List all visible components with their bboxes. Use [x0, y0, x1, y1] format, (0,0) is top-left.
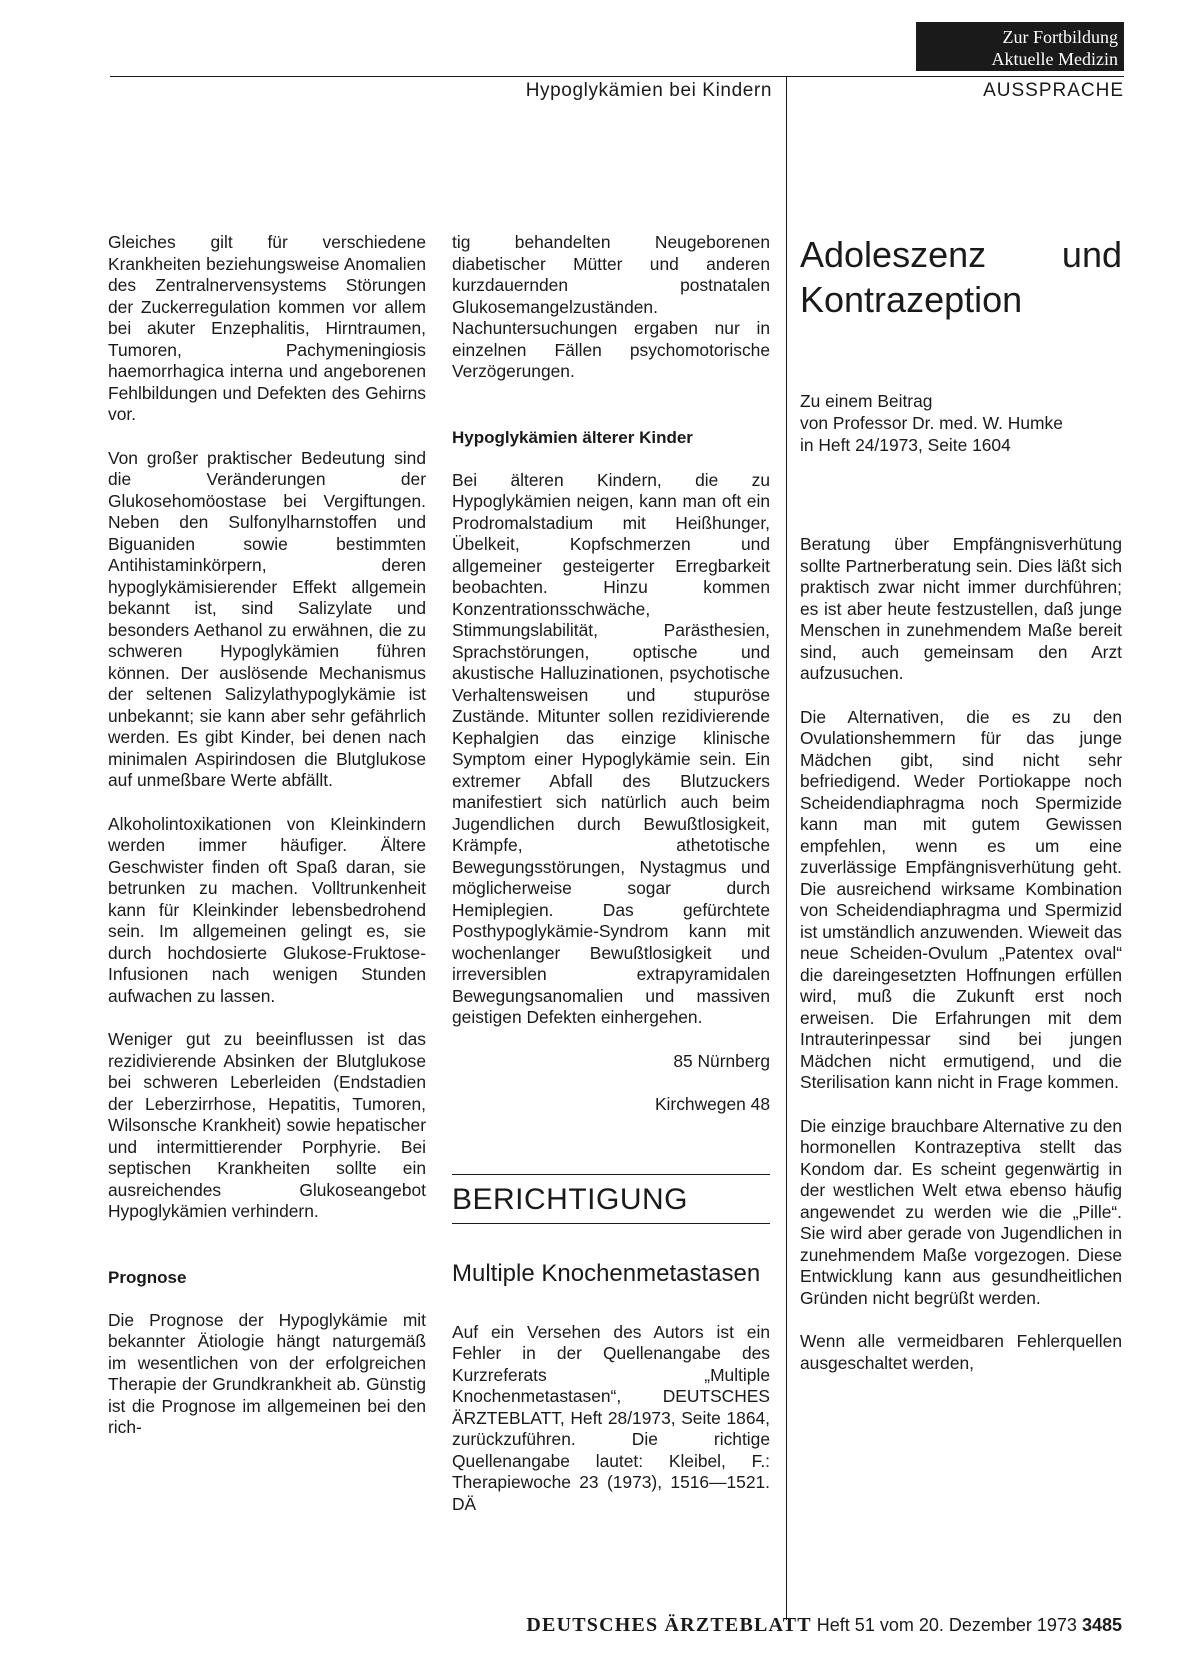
paragraph: Bei älteren Kindern, die zu Hypoglykämien neigen, kann man oft ein Prodromalstadium mit Heißhunger, Übelkeit, Kopfschmerzen und allgemeiner gesteigerter Erregbarkeit beobachten. Hinzu kommen Konzentrationsschwäche, Stimmungslabilität, Parästhesien, Sprachstörungen, optische und akustische Halluzinationen, psychotische Verhaltensweisen und stupuröse Zustände. Mitunter sollen rezidivierende Kephalgien das einzige klinische Symptom einer Hypoglykämie sein. Ein extremer Abfall des Blutzuckers manifestiert sich natürlich auch beim Jugendlichen durch Bewußtlosigkeit, Krämpfe, athetotische Bewegungsstörungen, Nystagmus und möglicherweise sogar durch Hemiplegien. Das gefürchtete Posthypoglykämie-Syndrom kann mit wochenlanger Bewußtlosigkeit und irreversiblen extrapyramidalen Bewegungsanomalien und massiven geistigen Defekten einhergehen.	[452, 469, 770, 1027]
page-footer	[450, 1614, 1122, 1637]
column-middle	[452, 232, 770, 1515]
paragraph: Weniger gut zu beeinflussen ist das rezidivierende Absinken der Blutglukose bei schweren Leberleiden (Endstadien der Leberzirrhose, Hepatitis, Tumoren, Wilsonsche Krankheit) sowie hepatischer und intermittierender Porphyrie. Bei septischen Krankheiten sollte ein ausreichendes Glukoseangebot Hypoglykämien verhindern.	[108, 1029, 426, 1221]
correction-text: Auf ein Versehen des Autors ist ein Fehler in der Quellenangabe des Kurzreferats „Multiple Knochenmetastasen“, DEUTSCHES ÄRZTEBLATT, Heft 28/1973, Seite 1864, zurückzuführen. Die richtige Quellenangabe lautet: Kleibel, F.: Therapiewoche 23 (1973), 1516—1521. DÄ	[452, 1321, 770, 1514]
reference-line-2: von Professor Dr. med. W. Humke	[800, 413, 1063, 433]
page-number: 3485	[1081, 1615, 1122, 1635]
subheading-aeltere-kinder: Hypoglykämien älterer Kinder	[452, 427, 693, 447]
header-rule	[110, 76, 1124, 77]
badge-line-1: Zur Fortbildung	[1002, 27, 1118, 47]
column-divider	[786, 76, 787, 1620]
author-address-line-2: Kirchwegen 48	[654, 1094, 770, 1114]
column-left	[108, 232, 426, 1439]
paragraph: Die Prognose der Hypoglykämie mit bekannter Ätiologie hängt naturgemäß im wesentlichen von der erfolgreichen Therapie der Grundkrankheit ab. Günstig ist die Prognose im allgemeinen bei den rich-	[108, 1309, 426, 1437]
correction-heading: BERICHTIGUNG	[452, 1182, 689, 1216]
section-label: AUSSPRACHE	[983, 80, 1124, 101]
column-right	[800, 232, 1122, 1374]
running-title: Hypoglykämien bei Kindern	[525, 80, 772, 101]
subheading-prognose: Prognose	[108, 1267, 187, 1287]
journal-name: DEUTSCHES ÄRZTEBLATT	[526, 1614, 812, 1636]
article-title: Adoleszenz und Kontrazeption	[800, 234, 1122, 320]
article-reference	[800, 390, 1122, 456]
author-address-line-1: 85 Nürnberg	[673, 1050, 770, 1071]
badge-line-2: Aktuelle Medizin	[991, 49, 1118, 69]
paragraph: tig behandelten Neugeborenen diabetischer Mütter und anderen kurzdauernden postnatalen Glukosemangelzuständen. Nachuntersuchungen ergaben nur in einzelnen Fällen psychomotorische Verzögerungen.	[452, 232, 770, 381]
paragraph: Beratung über Empfängnisverhütung sollte Partnerberatung sein. Dies läßt sich praktisch zwar nicht immer durchführen; es ist aber heute festzustellen, daß junge Menschen in zunehmendem Maße bereit sind, auch gemeinsam den Arzt aufzusuchen.	[800, 534, 1122, 683]
paragraph: Wenn alle vermeidbaren Fehlerquellen ausgeschaltet werden,	[800, 1331, 1122, 1373]
reference-line-3: in Heft 24/1973, Seite 1604	[800, 435, 1011, 455]
paragraph: Gleiches gilt für verschiedene Krankheiten beziehungsweise Anomalien des Zentralnervensystems Störungen der Zuckerregulation kommen vor allem bei akuter Enzephalitis, Hirntraumen, Tumoren, Pachymeningiosis haemorrhagica interna und angeborenen Fehlbildungen und Defekten des Gehirns vor.	[108, 232, 426, 424]
correction-rule-top	[452, 1174, 770, 1175]
correction-rule-bottom	[452, 1223, 770, 1224]
paragraph: Alkoholintoxikationen von Kleinkindern werden immer häufiger. Ältere Geschwister finden oft Spaß daran, sie betrunken zu machen. Volltrunkenheit kann für Kleinkinder lebensbedrohend sein. Im allgemeinen gelingt es, sie durch hochdosierte Glukose-Fruktose-Infusionen nach wenigen Stunden aufwachen zu lassen.	[108, 813, 426, 1006]
issue-info: Heft 51 vom 20. Dezember 1973	[816, 1615, 1077, 1635]
paragraph: Die einzige brauchbare Alternative zu den hormonellen Kontrazeptiva stellt das Kondom dar. Es scheint gegenwärtig in der westlichen Welt etwa ebenso häufig angewendet zu werden wie die „Pille“. Sie wird aber gerade von Jugendlichen in zunehmendem Maße vorgezogen. Diese Entwicklung kann aus gesundheitlichen Gründen nicht begrüßt werden.	[800, 1115, 1122, 1308]
section-badge	[916, 22, 1124, 71]
paragraph: Die Alternativen, die es zu den Ovulationshemmern für das junge Mädchen gibt, sind nicht sehr befriedigend. Weder Portiokappe noch Scheidendiaphragma noch Spermizide kann man mit gutem Gewissen empfehlen, wenn es um eine zuverlässige Empfängnisverhütung geht. Die ausreichend wirksame Kombination von Scheidendiaphragma und Spermizid ist umständlich anzuwenden. Wieweit das neue Scheiden-Ovulum „Patentex oval“ die dareingesetzten Hoffnungen erfüllen wird, muß die Zukunft erst noch erweisen. Die Erfahrungen mit dem Intrauterinpessar sind bei jungen Mädchen nicht ermutigend, und die Sterilisation kann nicht in Frage kommen.	[800, 706, 1122, 1092]
reference-line-1: Zu einem Beitrag	[800, 391, 933, 411]
paragraph: Von großer praktischer Bedeutung sind die Veränderungen der Glukosehomöostase bei Vergiftungen. Neben den Sulfonylharnstoffen und Biguaniden sowie bestimmten Antihistaminkörpern, deren hypoglykämisierender Effekt allgemein bekannt ist, sind Salizylate und besonders Aethanol zu erwähnen, die zu schweren Hypoglykämien führen können. Der auslösende Mechanismus der seltenen Salizylathypoglykämie ist unbekannt; sie kann aber sehr gefährlich werden. Es gibt Kinder, bei denen nach minimalen Aspirindosen die Blutglukose auf unmeßbare Werte abfällt.	[108, 447, 426, 790]
correction-title: Multiple Knochenmetastasen	[452, 1259, 761, 1287]
